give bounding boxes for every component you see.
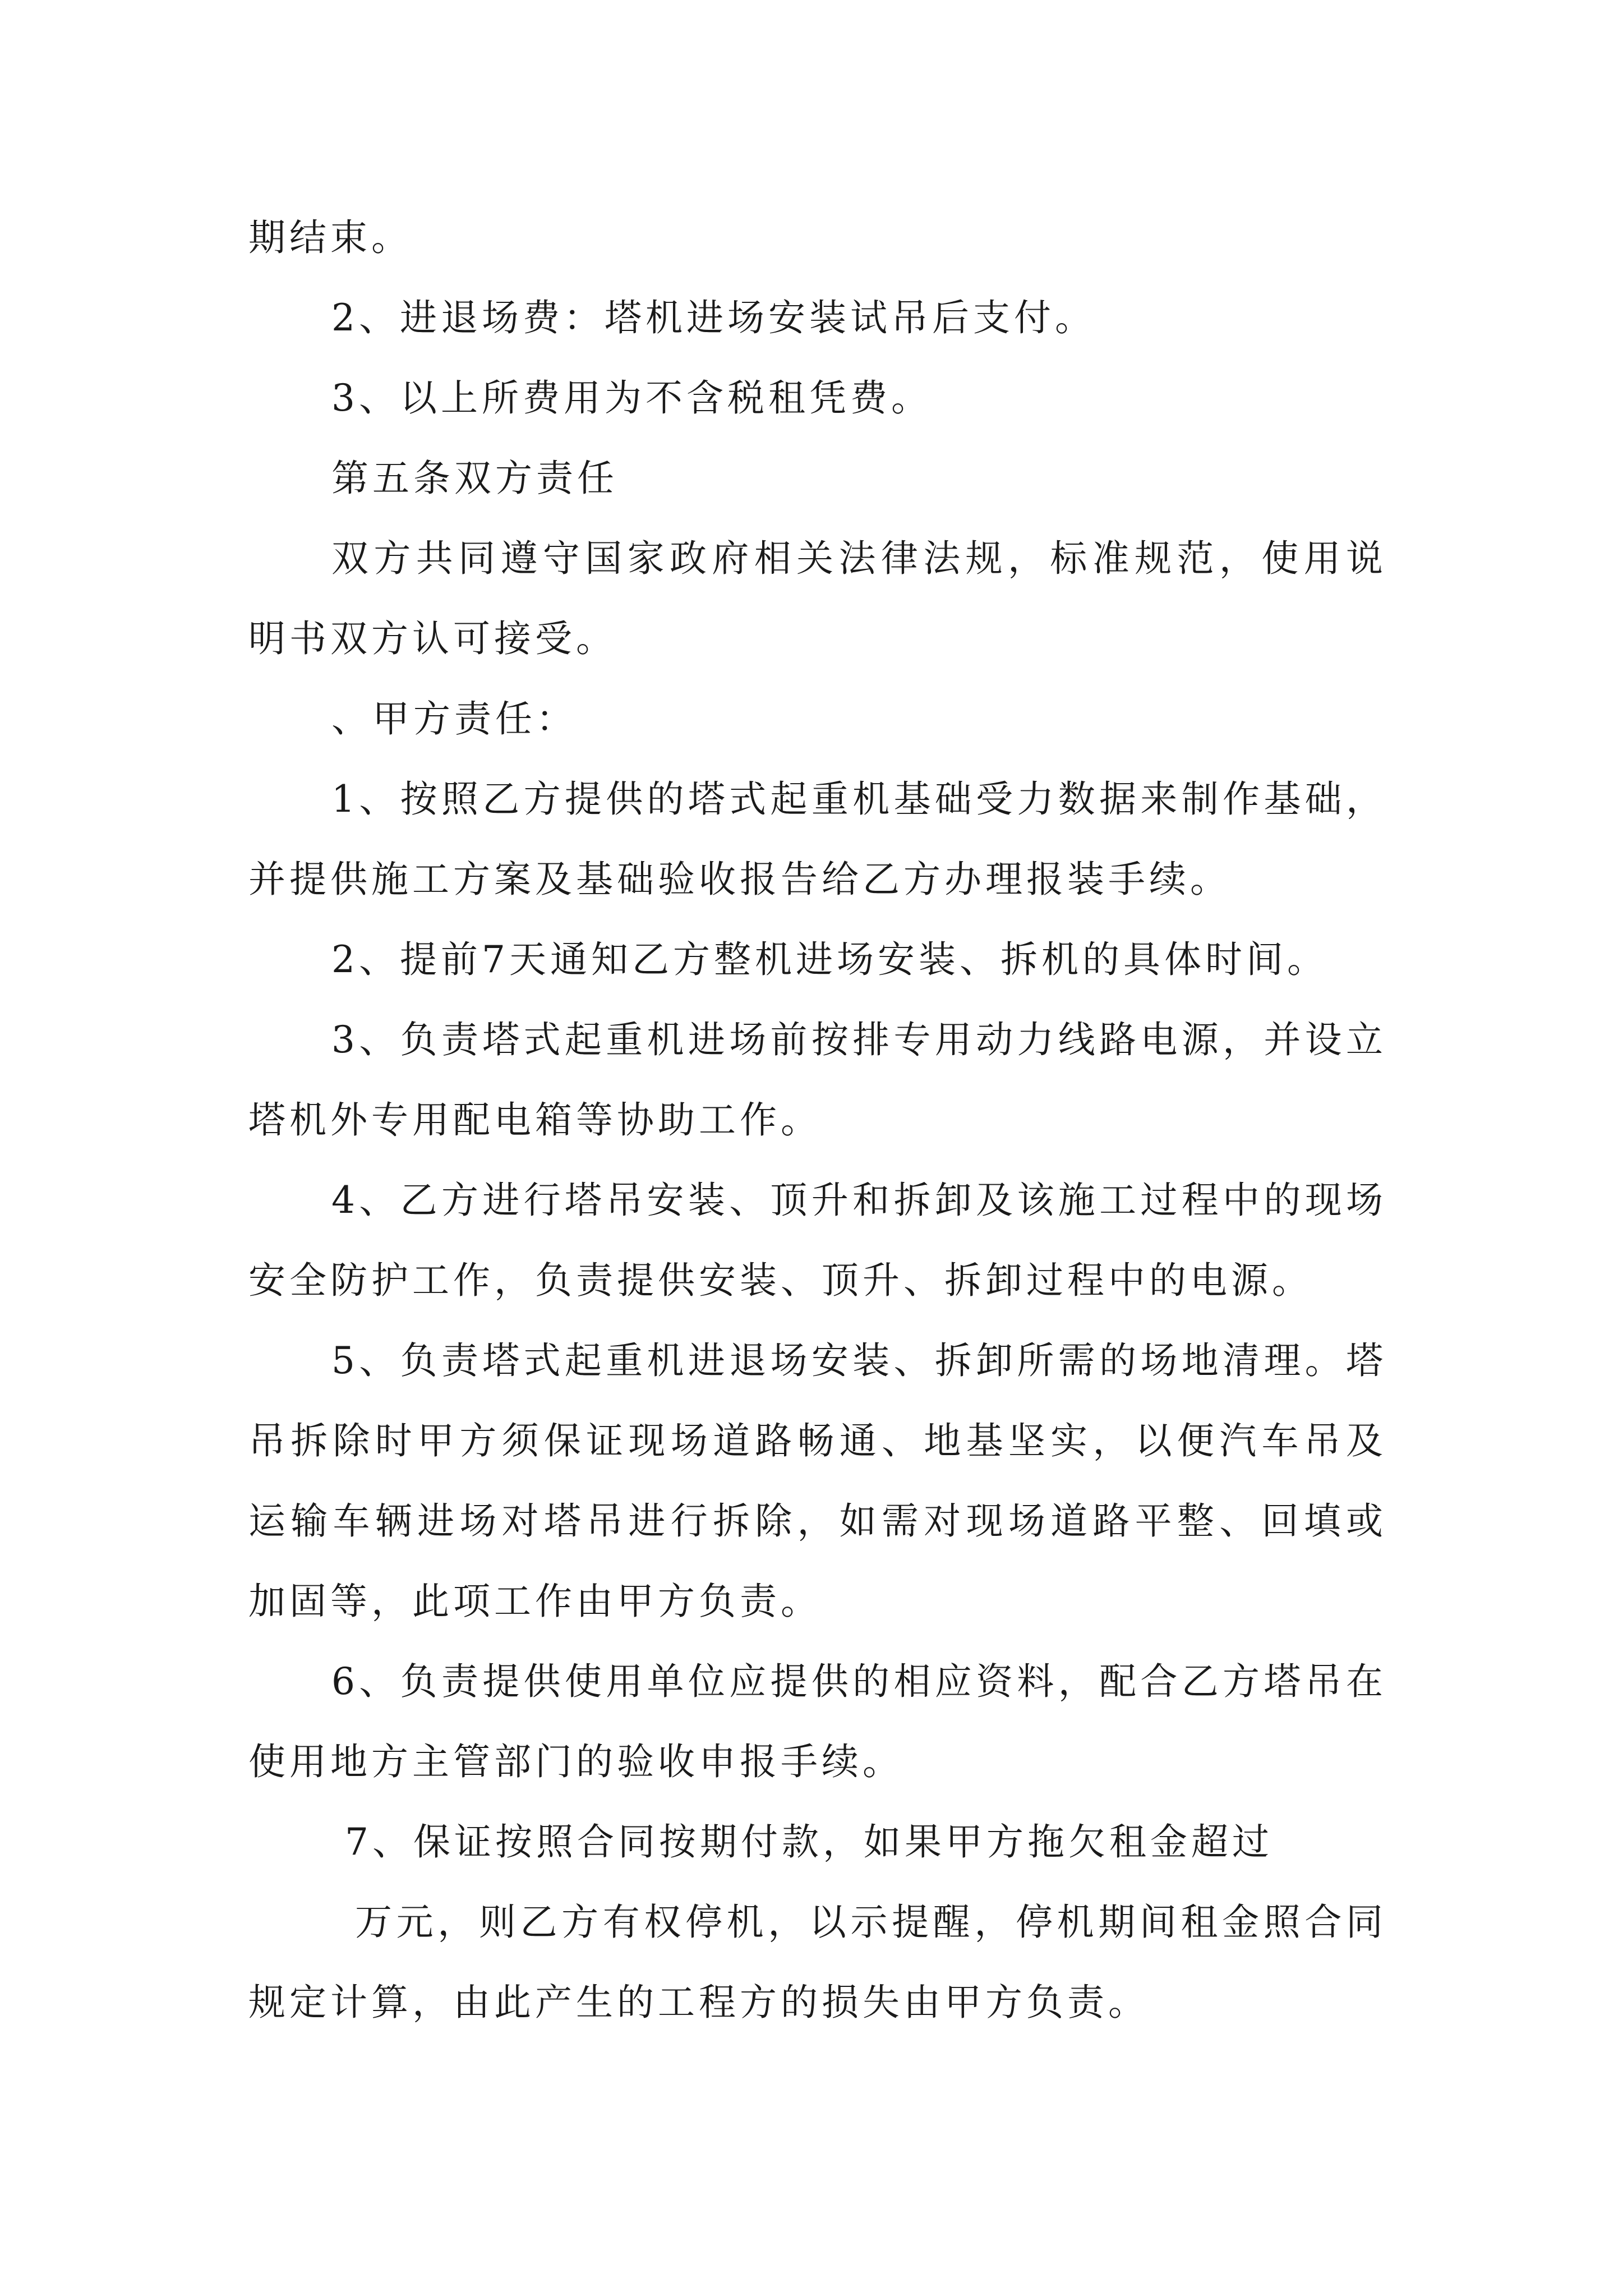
paragraph-duty-2: 2、提前7天通知乙方整机进场安装、拆机的具体时间。 [331, 938, 1328, 981]
paragraph-duty-7-continued: 万元，则乙方有权停机，以示提醒，停机期间租金照合同规定计算，由此产生的工程方的损失由甲方负责。 [248, 1901, 1387, 2024]
section-heading-article-five: 第五条双方责任 [331, 457, 618, 500]
paragraph-duty-5: 5、负责塔式起重机进退场安装、拆卸所需的场地清理。塔吊拆除时甲方须保证现场道路畅通、地基坚实，以便汽车吊及运输车辆进场对塔吊进行拆除，如需对现场道路平整、回填或加固等，此项工作由甲方负责。 [248, 1339, 1387, 1623]
paragraph-duty-3: 3、负责塔式起重机进场前按排专用动力线路电源，并设立塔机外专用配电箱等协助工作。 [248, 1018, 1387, 1142]
paragraph-tax-note: 3、以上所费用为不含税租凭费。 [331, 376, 932, 420]
paragraph-entry-exit-fee: 2、进退场费：塔机进场安装试吊后支付。 [331, 296, 1096, 339]
paragraph-period-end: 期结束。 [248, 216, 412, 259]
paragraph-duty-1: 1、按照乙方提供的塔式起重机基础受力数据来制作基础，并提供施工方案及基础验收报告给乙方办理报装手续。 [248, 777, 1387, 901]
paragraph-duty-6: 6、负责提供使用单位应提供的相应资料，配合乙方塔吊在使用地方主管部门的验收申报手续。 [248, 1660, 1387, 1783]
paragraph-mutual-compliance: 双方共同遵守国家政府相关法律法规，标准规范，使用说明书双方认可接受。 [248, 537, 1387, 660]
document-body [248, 197, 1387, 2042]
subheading-party-a-duties: 、甲方责任： [331, 697, 577, 740]
paragraph-duty-7: 7、保证按照合同按期付款，如果甲方拖欠租金超过 [345, 1820, 1273, 1864]
paragraph-duty-4: 4、乙方进行塔吊安装、顶升和拆卸及该施工过程中的现场安全防护工作，负责提供安装、顶升、拆卸过程中的电源。 [248, 1179, 1387, 1302]
